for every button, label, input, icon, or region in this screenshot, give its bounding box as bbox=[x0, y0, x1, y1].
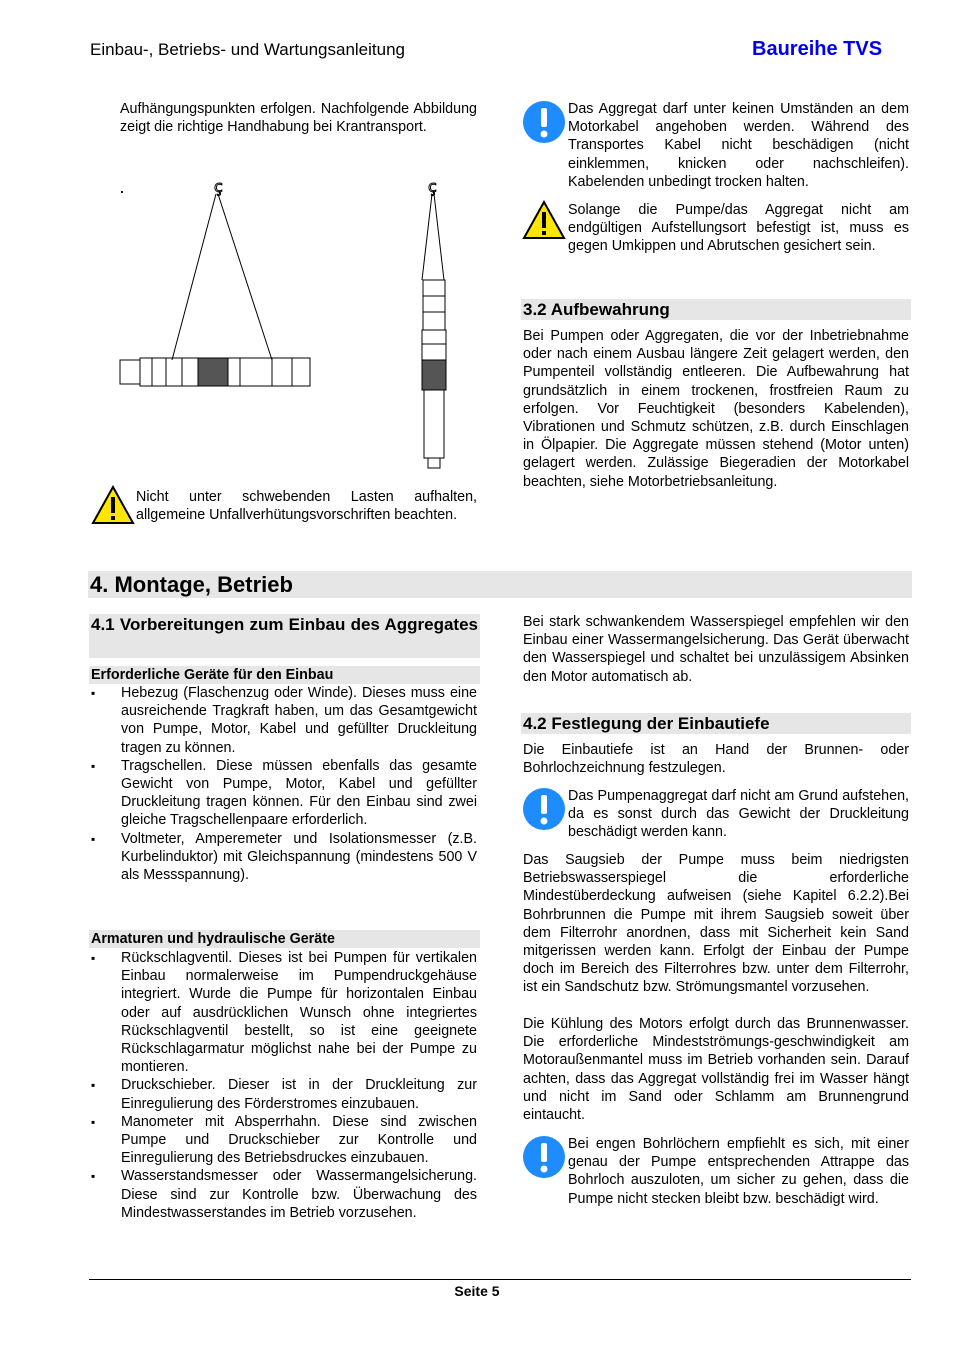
water-level-paragraph: Bei stark schwankendem Wasserspiegel empfehlen wir den Einbau einer Wassermangelsicherung. Das Gerät überwacht den Wasserspiegel und schaltet bei unzulässigem Absinken den Motor automatisch ab. bbox=[523, 614, 909, 685]
motor-cooling-paragraph: Die Kühlung des Motors erfolgt durch das Brunnenwasser. Die erforderliche Mindestströmungs-geschwindigkeit am Motoraußenmantel muss im Betrieb vorhanden sein. Darauf achten, dass das Aggregat vollständig frei im Wasser hängt und nicht im Sand oder Schlamm am Brunnengrund eintaucht. bbox=[523, 1016, 909, 1124]
section-3-2-heading: 3.2 Aufbewahrung bbox=[521, 299, 911, 320]
cable-lifting-note: Das Aggregat darf unter keinen Umständen an dem Motorkabel angehoben werden. Während des Transportes Kabel nicht beschädigen (nicht einklemmen, knicken oder nachschleifen). Kabelenden unbedingt trocken halten. bbox=[568, 101, 909, 190]
svg-text:ç: ç bbox=[428, 177, 437, 196]
ground-contact-note: Das Pumpenaggregat darf nicht am Grund aufstehen, da es sonst durch das Gewicht der Druckleitung beschädigt werden kann. bbox=[568, 788, 909, 841]
page-number: Seite 5 bbox=[454, 1283, 500, 1299]
warning-icon bbox=[91, 485, 135, 525]
fittings-list bbox=[91, 949, 477, 1222]
suspended-load-warning: Nicht unter schwebenden Lasten aufhalten, allgemeine Unfallverhütungsvorschriften beachten. bbox=[136, 489, 477, 524]
footer-divider bbox=[89, 1279, 911, 1280]
list-item: ▪ Rückschlagventil. Dieses ist bei Pumpen für vertikalen Einbau normalerweise im Pumpendruckgehäuse integriert. Wurde die Pumpe für horizontalen Einbau oder auf ausdrücklichen Wunsch ohne integriertes Rückschlagventil bestellt, so ist eine geeignete Rückschlagarmatur möglichst nahe bei der Pumpe zu montieren. bbox=[91, 949, 477, 1076]
info-exclamation-icon bbox=[522, 100, 566, 144]
required-devices-list bbox=[91, 684, 477, 884]
list-item: ▪ Tragschellen. Diese müssen ebenfalls das gesamte Gewicht von Pumpe, Motor, Kabel und gefüllter Druckleitung tragen können. Für den Einbau sind zwei gleiche Tragschellenpaare erforderlich. bbox=[91, 757, 477, 830]
fittings-subheading: Armaturen und hydraulische Geräte bbox=[89, 930, 480, 948]
installation-depth-paragraph: Die Einbautiefe ist an Hand der Brunnen- oder Bohrlochzeichnung festzulegen. bbox=[523, 742, 909, 777]
list-item: ▪ Druckschieber. Dieser ist in der Druckleitung zur Einregulierung des Förderstromes einzubauen. bbox=[91, 1076, 477, 1112]
section-4-2-heading: 4.2 Festlegung der Einbautiefe bbox=[521, 713, 911, 734]
document-title: Einbau-, Betriebs- und Wartungsanleitung bbox=[90, 40, 405, 59]
crane-transport-figure bbox=[112, 172, 464, 474]
list-item: ▪ Hebezug (Flaschenzug oder Winde). Dieses muss eine ausreichende Tragkraft haben, um das Gesamtgewicht von Pumpe, Motor, Kabel und gefüllter Druckleitung tragen zu können. bbox=[91, 684, 477, 757]
intro-paragraph: Aufhängungspunkten erfolgen. Nachfolgende Abbildung zeigt die richtige Handhabung bei Krantransport. bbox=[120, 101, 477, 136]
narrow-borehole-note: Bei engen Bohrlöchern empfiehlt es sich, mit einer genau der Pumpe entsprechenden Attrappe das Bohrloch auszuloten, um sicher zu gehen, dass die Pumpe nicht stecken bleibt bzw. beschädigt wird. bbox=[568, 1136, 909, 1207]
list-item: ▪ Wasserstandsmesser oder Wassermangelsicherung. Diese sind zur Kontrolle bzw. Überwachung des Mindestwasserstandes im Betrieb vorzusehen. bbox=[91, 1167, 477, 1222]
storage-paragraph: Bei Pumpen oder Aggregaten, die vor der Inbetriebnahme oder nach einem Ausbau längere Zeit gelagert werden, den Pumpenteil vollständig entleeren. Die Aufbewahrung hat grundsätzlich in einem trockenen, frostfreien Raum zu erfolgen. Vor Feuchtigkeit (besonders Kabelenden), Vibrationen und Schmutz schützen, z.B. durch Einschlagen in Ölpapier. Die Aggregate müssen stehend (Motor unten) gelagert werden. Zulässige Biegeradien der Motorkabel beachten, siehe Motorbetriebsanleitung. bbox=[523, 328, 909, 490]
list-item: ▪ Manometer mit Absperrhahn. Diese sind zwischen Pumpe und Druckschieber zur Kontrolle und Einregulierung des Betriebsdruckes einzubauen. bbox=[91, 1113, 477, 1168]
required-devices-subheading: Erforderliche Geräte für den Einbau bbox=[89, 666, 480, 684]
info-exclamation-icon bbox=[522, 1135, 566, 1179]
horizontal-pump-drawing bbox=[120, 177, 310, 386]
series-title: Baureihe TVS bbox=[752, 38, 883, 60]
section-4-1-heading: 4.1 Vorbereitungen zum Einbau des Aggregates bbox=[89, 614, 480, 658]
section-4-heading: 4. Montage, Betrieb bbox=[88, 571, 912, 598]
tipping-warning: Solange die Pumpe/das Aggregat nicht am endgültigen Aufstellungsort befestigt ist, muss es gegen Umkippen und Abrutschen gesichert sein. bbox=[568, 202, 909, 255]
info-exclamation-icon bbox=[522, 787, 566, 831]
svg-text:ç: ç bbox=[214, 177, 223, 196]
vertical-pump-drawing bbox=[422, 177, 446, 468]
suction-strainer-paragraph: Das Saugsieb der Pumpe muss beim niedrigsten Betriebswasserspiegel die erforderliche Mindestüberdeckung aufweisen (siehe Kapitel 6.2.2).Bei Bohrbrunnen die Pumpe mit ihrem Saugsieb soweit über dem Filterrohr anordnen, dass mit Sicherheit kein Sand mitgerissen werden kann. Erfolgt der Einbau der Pumpe doch im Bereich des Filterrohres bzw. unter dem Filterrohr, ist ein Sandschutz bzw. Strömungsmantel vorzusehen. bbox=[523, 852, 909, 996]
list-item: ▪ Voltmeter, Amperemeter und Isolationsmesser (z.B. Kurbelinduktor) mit Gleichspannung (mindestens 500 V als Messspannung). bbox=[91, 830, 477, 885]
warning-icon bbox=[522, 200, 566, 240]
